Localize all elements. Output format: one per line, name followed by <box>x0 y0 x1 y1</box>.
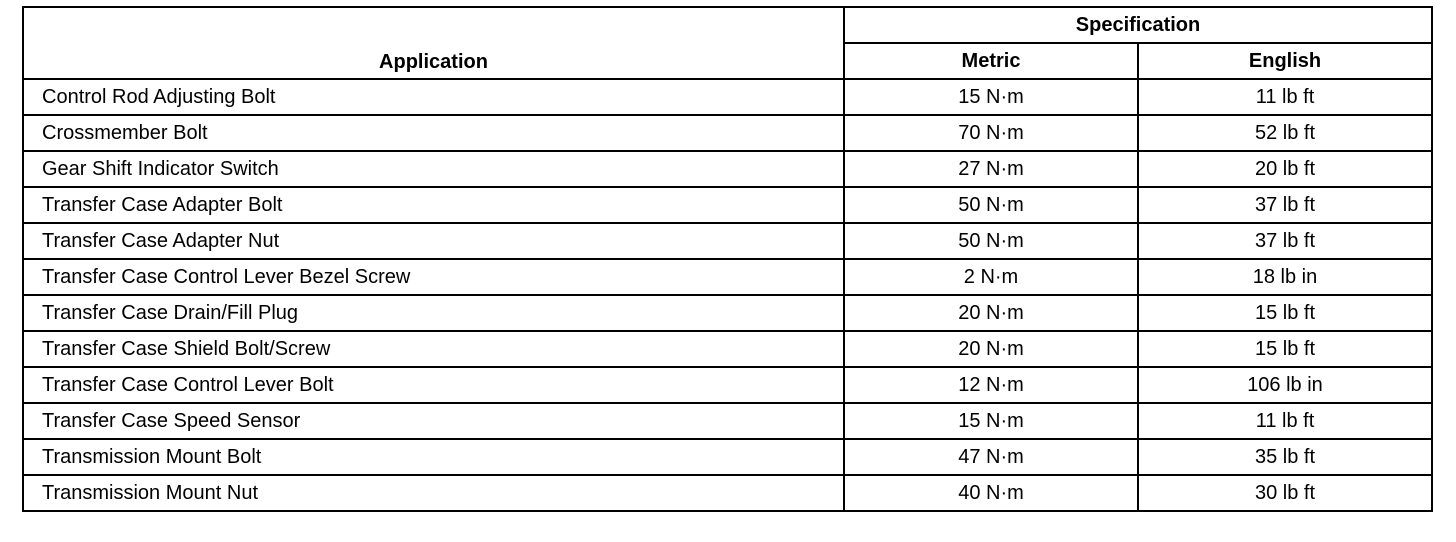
table-row <box>23 79 1432 115</box>
table-row <box>23 187 1432 223</box>
header-row-top <box>23 7 1432 43</box>
metric-cell: 40 N·m <box>844 475 1138 511</box>
fastener-spec-table <box>22 6 1433 512</box>
metric-cell: 12 N·m <box>844 367 1138 403</box>
english-cell: 52 lb ft <box>1138 115 1432 151</box>
application-cell: Transfer Case Control Lever Bolt <box>23 367 844 403</box>
metric-cell: 20 N·m <box>844 331 1138 367</box>
metric-cell: 50 N·m <box>844 187 1138 223</box>
table-row <box>23 259 1432 295</box>
metric-cell: 47 N·m <box>844 439 1138 475</box>
table-row <box>23 403 1432 439</box>
table-row <box>23 331 1432 367</box>
table-row <box>23 151 1432 187</box>
metric-header: Metric <box>844 43 1138 79</box>
english-cell: 18 lb in <box>1138 259 1432 295</box>
metric-cell: 20 N·m <box>844 295 1138 331</box>
application-cell: Transfer Case Shield Bolt/Screw <box>23 331 844 367</box>
english-cell: 11 lb ft <box>1138 403 1432 439</box>
metric-cell: 50 N·m <box>844 223 1138 259</box>
metric-cell: 15 N·m <box>844 403 1138 439</box>
application-cell: Gear Shift Indicator Switch <box>23 151 844 187</box>
english-cell: 106 lb in <box>1138 367 1432 403</box>
english-cell: 15 lb ft <box>1138 295 1432 331</box>
application-cell: Transfer Case Adapter Nut <box>23 223 844 259</box>
metric-cell: 70 N·m <box>844 115 1138 151</box>
table-row <box>23 439 1432 475</box>
english-cell: 37 lb ft <box>1138 187 1432 223</box>
english-cell: 37 lb ft <box>1138 223 1432 259</box>
metric-cell: 15 N·m <box>844 79 1138 115</box>
english-cell: 30 lb ft <box>1138 475 1432 511</box>
english-cell: 11 lb ft <box>1138 79 1432 115</box>
application-cell: Control Rod Adjusting Bolt <box>23 79 844 115</box>
english-cell: 20 lb ft <box>1138 151 1432 187</box>
table-row <box>23 295 1432 331</box>
table-row <box>23 115 1432 151</box>
table-row <box>23 367 1432 403</box>
application-cell: Crossmember Bolt <box>23 115 844 151</box>
table-row <box>23 223 1432 259</box>
application-cell: Transmission Mount Nut <box>23 475 844 511</box>
english-header: English <box>1138 43 1432 79</box>
metric-cell: 2 N·m <box>844 259 1138 295</box>
application-cell: Transmission Mount Bolt <box>23 439 844 475</box>
specification-header: Specification <box>844 7 1432 43</box>
application-cell: Transfer Case Control Lever Bezel Screw <box>23 259 844 295</box>
application-cell: Transfer Case Speed Sensor <box>23 403 844 439</box>
metric-cell: 27 N·m <box>844 151 1138 187</box>
application-header: Application <box>23 7 844 79</box>
application-cell: Transfer Case Adapter Bolt <box>23 187 844 223</box>
english-cell: 15 lb ft <box>1138 331 1432 367</box>
table-row <box>23 475 1432 511</box>
english-cell: 35 lb ft <box>1138 439 1432 475</box>
application-cell: Transfer Case Drain/Fill Plug <box>23 295 844 331</box>
